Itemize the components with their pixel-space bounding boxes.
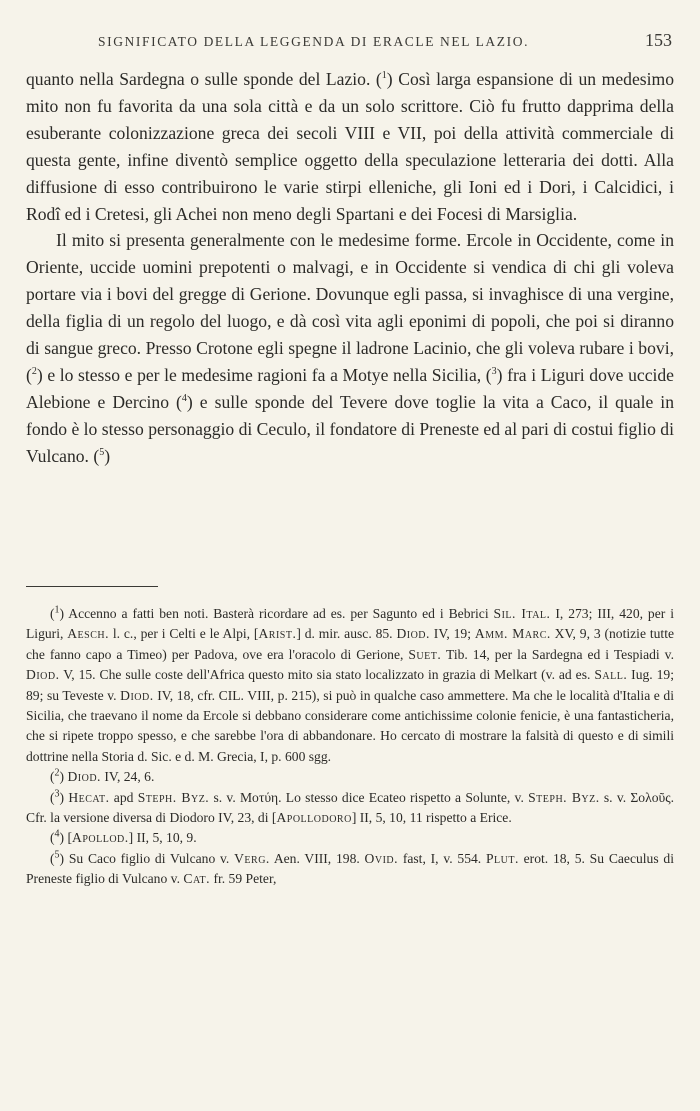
paragraph-1 <box>26 66 674 227</box>
text-run: apd <box>109 789 138 805</box>
footnote-ref-1: 1 <box>381 70 387 82</box>
footnote-ref-5: 5 <box>99 446 105 458</box>
footnote-ref-3: 3 <box>491 366 497 378</box>
text-run: V, 15. Che sulle coste dell'Africa questo mito sia stato localizzato in grazia di Melkart (v. ad es. <box>59 667 595 683</box>
author-abbrev: Aesch. <box>67 626 110 642</box>
text-run: IV, 18, cfr. CIL. VIII, p. 215), si può in qualche caso ammettere. Ma che le località d'Italia e di Sicilia, che traevano il nome da Ercole si debbano considerare come antichissime colonie fenicie, è una fantasticheria, che si ripete troppo spesso, e che sarebbe l'ora di abbandonare. Ho cercato di mostrare la falsità di questo e di simili dottrine nella Storia d. Sic. e d. M. Grecia, I, p. 600 sgg. <box>26 687 674 764</box>
text-run: ] d. mir. ausc. 85. <box>296 626 397 642</box>
footnote-3: ($^3$) Hecat. apd Steph. Byz. s. v. Μοτύη. Lo stesso dice Ecateo rispetto a Solunte, v. Steph. Byz. s. v. Σολοῦς. Cfr. la versione diversa di Diodoro IV, 23, di [Apollodoro] II, 5, 10, 11 rispetto a Erice. <box>26 788 674 826</box>
text-run: Accenno a fatti ben noti. Basterà ricordare ad es. per Sagunto ed i Bebrici <box>68 606 494 621</box>
footnote-ref-2: 2 <box>31 366 37 378</box>
text-run: quanto nella Sardegna o sulle sponde del Lazio. ( <box>26 69 382 89</box>
author-abbrev: Steph. Byz. <box>137 789 210 805</box>
author-abbrev: Amm. Marc. <box>474 626 551 642</box>
text-run: Iug. 19; 89; su Teveste v. <box>26 667 674 703</box>
text-run: ) fra i Liguri dove uccide Alebione e Dercino ( <box>26 364 674 412</box>
text-run: fast, I, v. 554. <box>398 850 486 866</box>
text-run: ) <box>104 445 111 466</box>
author-abbrev: Hecat. <box>68 789 110 805</box>
author-abbrev: Diod. <box>67 769 101 785</box>
author-abbrev: Diod. <box>26 667 60 683</box>
footnote-separator <box>26 586 158 587</box>
main-text <box>26 66 674 470</box>
author-abbrev: Arist. <box>258 626 297 642</box>
text-run: ] II, 5, 10, 9. <box>128 830 197 846</box>
author-abbrev: Apollodoro <box>276 810 352 826</box>
footnote-mark: 1 <box>54 604 60 616</box>
author-abbrev: Diod. <box>396 626 430 642</box>
text-run: ) Così larga espansione di un medesimo mito non fu favorita da una sola città e da un solo scrittore. Ciò fu frutto dapprima della esuberante colonizzazione greca dei secoli VIII e VII, poi della attività commerciale di questa gente, infine diventò semplice oggetto della speculazione letteraria dei dotti. Alla diffusione di esso contribuirono le varie stirpi elleniche, gli Ioni ed i Dori, i Calcidici, i Rodî ed i Cretesi, gli Achei non meno degli Spartani e dei Focesi di Marsiglia. <box>26 69 674 224</box>
running-head: SIGNIFICATO DELLA LEGGENDA DI ERACLE NEL LAZIO. <box>98 34 530 49</box>
footnote-mark: 3 <box>54 788 60 800</box>
footnote-mark: 2 <box>54 767 60 779</box>
footnote-4: ($^4$) [Apollod.] II, 5, 10, 9. <box>50 828 197 846</box>
footnote-2: ($^2$) Diod. IV, 24, 6. <box>50 767 155 785</box>
page-number: 153 <box>645 30 672 50</box>
text-run: erot. 18, 5. Su Caeculus di Preneste figlio di Vulcano v. <box>26 850 674 887</box>
text-run: ] II, 5, 10, 11 rispetto a Erice. <box>351 810 512 826</box>
footnote-mark: 4 <box>54 828 60 840</box>
text-run: fr. 59 Peter, <box>210 871 277 887</box>
footnotes <box>26 604 674 890</box>
text-run: s. v. Σολοῦς. Cfr. la versione diversa di Diodoro IV, 23, di [ <box>26 789 674 826</box>
text-run: ) e sulle sponde del Tevere dove toglie la vita a Caco, il quale in fondo è lo stesso personaggio di Ceculo, il fondatore di Preneste ed al pari di costui figlio di Vulcano. ( <box>26 391 674 466</box>
author-abbrev: Apollod. <box>72 830 129 846</box>
text-run: l. c., per i Celti e le Alpi, [ <box>109 626 259 642</box>
author-abbrev: Ovid. <box>364 850 399 866</box>
text-run: IV, 19; <box>429 626 475 642</box>
footnote-5: ($^5$) Su Caco figlio di Vulcano v. Verg. Aen. VIII, 198. Ovid. fast, I, v. 554. Plut. erot. 18, 5. Su Caeculus di Preneste figlio di Vulcano v. Cat. fr. 59 Peter, <box>26 849 674 887</box>
author-abbrev: Plut. <box>485 850 519 866</box>
paragraph-2 <box>26 227 674 469</box>
author-abbrev: Sil. Ital. <box>493 606 551 621</box>
text-run: I, 273; III, 420, per i Liguri, <box>26 606 674 642</box>
text-run: Il mito si presenta generalmente con le medesime forme. Ercole in Occidente, come in Oriente, uccide uomini prepotenti o malvagi, e in Occidente si vendica di chi gli voleva portare via i bovi del gregge di Gerione. Dovunque egli passa, si invaghisce di una vergine, della figlia di un regolo del luogo, e dà così vita agli eponimi di popoli, che poi si diranno di sangue greco. Presso Crotone egli spegne il ladrone Lacinio, che gli voleva rubare i bovi, ( <box>26 230 674 385</box>
author-abbrev: Verg. <box>234 850 270 866</box>
footnote-ref-4: 4 <box>181 393 187 405</box>
text-run: ) e lo stesso e per le medesime ragioni fa a Motye nella Sicilia, ( <box>36 364 492 385</box>
author-abbrev: Cat. <box>183 871 211 887</box>
text-run: Tib. 14, per la Sardegna ed i Tespiadi v. <box>441 646 674 662</box>
author-abbrev: Diod. <box>120 687 154 703</box>
text-run: [ <box>67 830 72 846</box>
text-run: IV, 24, 6. <box>100 769 155 785</box>
author-abbrev: Suet. <box>408 646 442 662</box>
text-run: s. v. Μοτύη. Lo stesso dice Ecateo rispetto a Solunte, v. <box>209 789 529 805</box>
author-abbrev: Sall. <box>594 667 628 683</box>
text-run: Aen. VIII, 198. <box>269 850 365 866</box>
page-header <box>26 30 674 54</box>
footnote-mark: 5 <box>54 849 60 861</box>
text-run: XV, 9, 3 (notizie tutte che fanno capo a Timeo) per Padova, ove era l'oracolo di Gerione, <box>26 626 675 662</box>
footnote-1: ($^1$) Accenno a fatti ben noti. Basterà ricordare ad es. per Sagunto ed i Bebrici Sil. Ital. I, 273; III, 420, per i Liguri, Aesch. l. c., per i Celti e le Alpi, [Arist.] d. mir. ausc. 85. Diod. IV, 19; Amm. Marc. XV, 9, 3 (notizie tutte che fanno capo a Timeo) per Padova, ove era l'oracolo di Gerione, Suet. Tib. 14, per la Sardegna ed i Tespiadi v. Diod. V, 15. Che sulle coste dell'Africa questo mito sia stato localizzato in grazia di Melkart (v. ad es. Sall. Iug. 19; 89; su Teveste v. Diod. IV, 18, cfr. CIL. VIII, p. 215), si può in qualche caso ammettere. Ma che le località d'Italia e di Sicilia, che traevano il nome da Ercole si debbano considerare come antichissime colonie fenicie, è una fantasticheria, che si ripete troppo spesso, e che sarebbe l'ora di abbandonare. Ho cercato di mostrare la falsità di questo e di simili dottrine nella Storia d. Sic. e d. M. Grecia, I, p. 600 sgg. <box>26 604 675 764</box>
text-run: Su Caco figlio di Vulcano v. <box>68 850 235 866</box>
author-abbrev: Steph. Byz. <box>528 789 600 805</box>
